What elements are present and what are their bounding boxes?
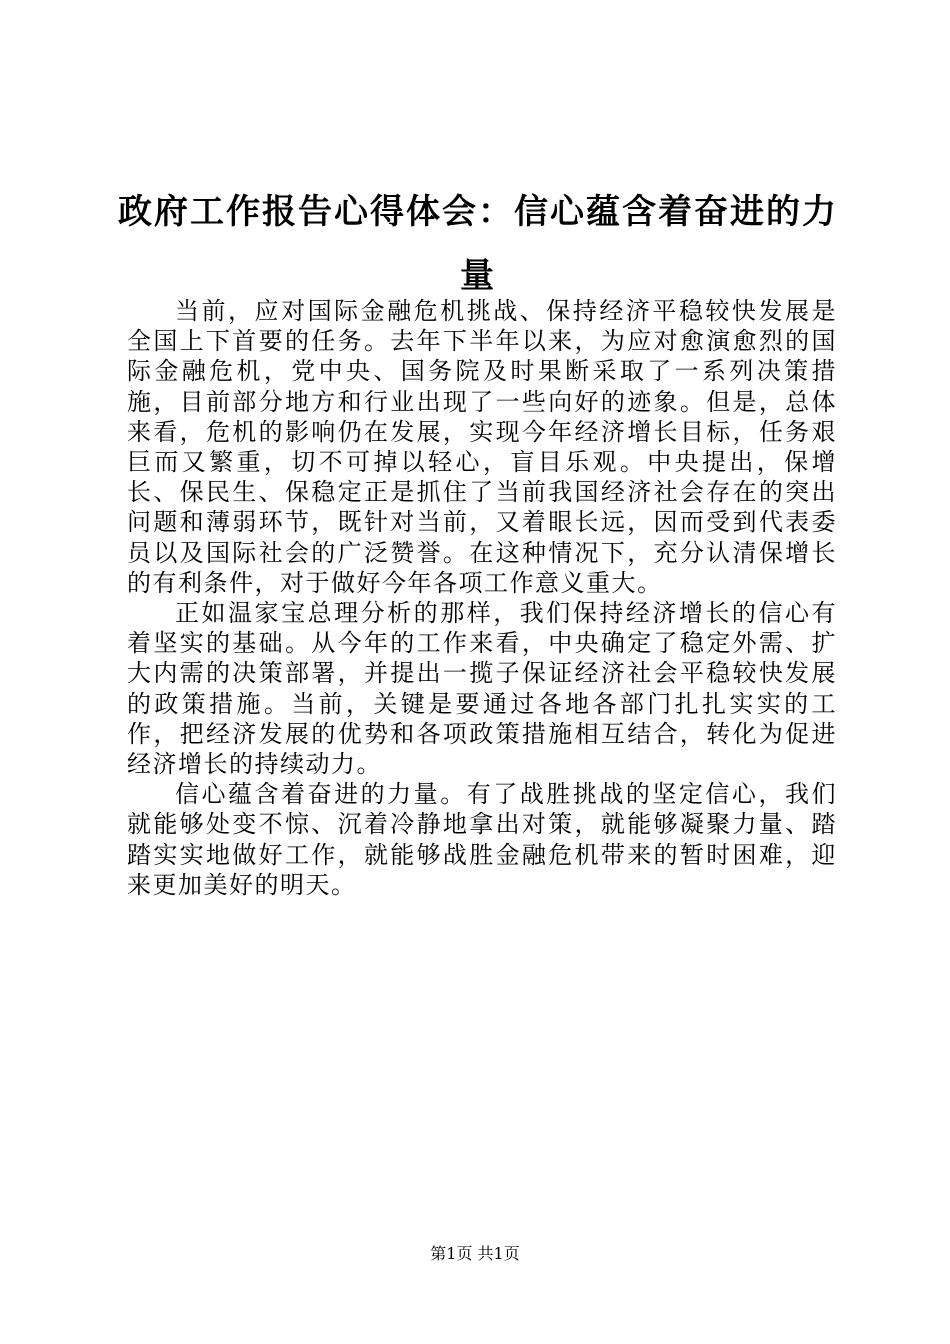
page-footer: 第1页 共1页 — [430, 1244, 520, 1263]
paragraph-3: 信心蕴含着奋进的力量。有了战胜挑战的坚定信心，我们就能够处变不惊、沉着冷静地拿出对策，就能够凝聚力量、踏踏实实地做好工作，就能够战胜金融危机带来的暂时困难，迎来更加美好的明天。 — [127, 780, 837, 899]
document-body — [127, 296, 837, 900]
document-title: 政府工作报告心得体会：信心蕴含着奋进的力量 — [118, 192, 838, 296]
paragraph-2: 正如温家宝总理分析的那样，我们保持经济增长的信心有着坚实的基础。从今年的工作来看，中央确定了稳定外需、扩大内需的决策部署，并提出一揽子保证经济社会平稳较快发展的政策措施。当前，关键是要通过各地各部门扎扎实实的工作，把经济发展的优势和各项政策措施相互结合，转化为促进经济增长的持续动力。 — [127, 599, 837, 779]
paragraph-1: 当前，应对国际金融危机挑战、保持经济平稳较快发展是全国上下首要的任务。去年下半年以来，为应对愈演愈烈的国际金融危机，党中央、国务院及时果断采取了一系列决策措施，目前部分地方和行业出现了一些向好的迹象。但是，总体来看，危机的影响仍在发展，实现今年经济增长目标，任务艰巨而又繁重，切不可掉以轻心，盲目乐观。中央提出，保增长、保民生、保稳定正是抓住了当前我国经济社会存在的突出问题和薄弱环节，既针对当前，又着眼长远，因而受到代表委员以及国际社会的广泛赞誉。在这种情况下，充分认清保增长的有利条件，对于做好今年各项工作意义重大。 — [127, 297, 837, 597]
